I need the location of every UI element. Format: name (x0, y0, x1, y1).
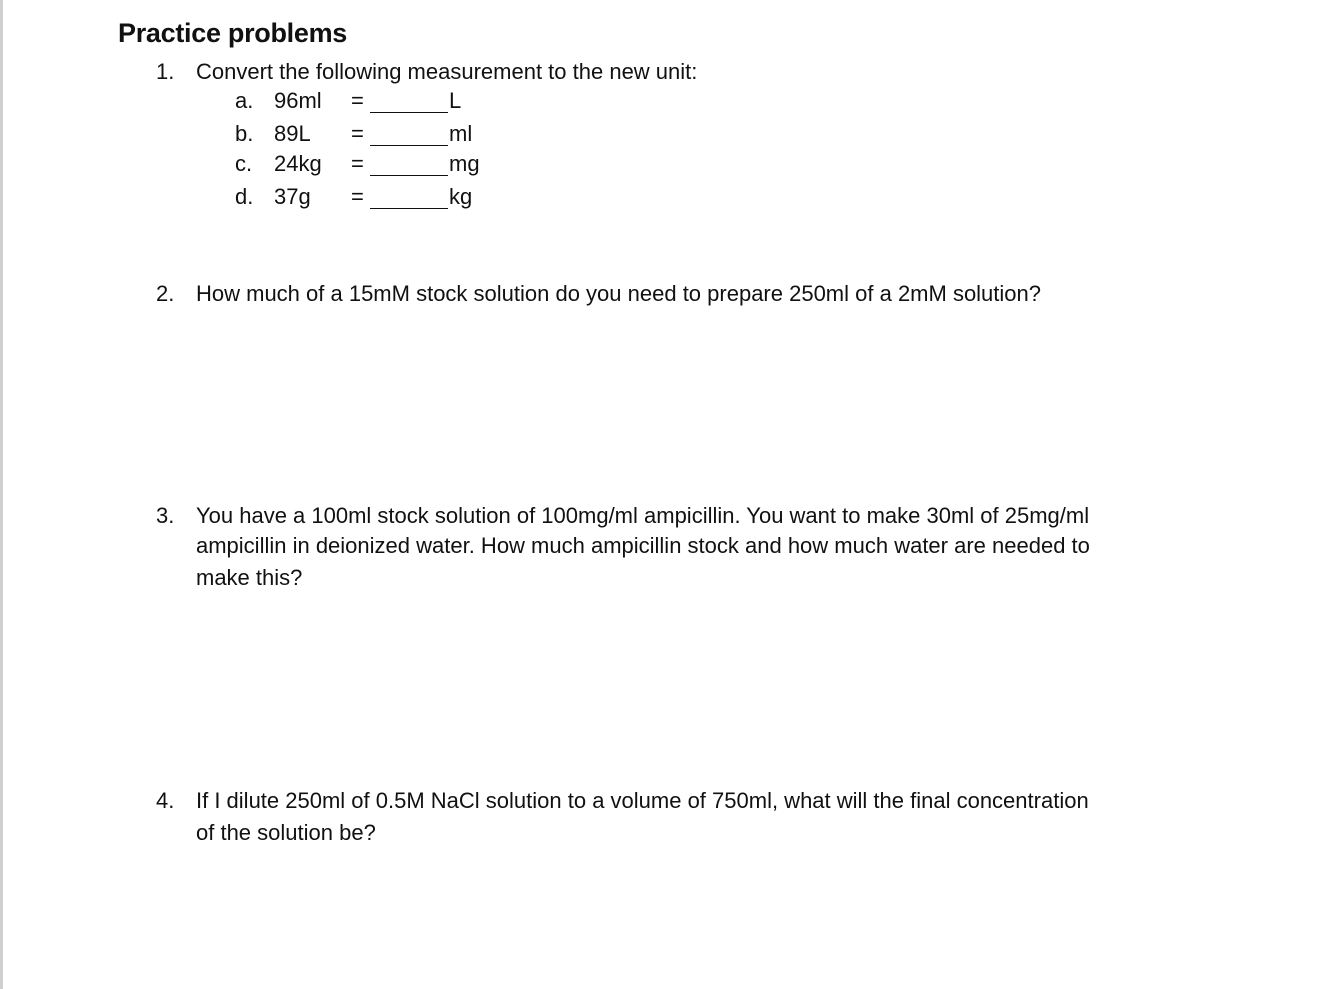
conversion-item-a (0, 88, 1320, 120)
question-4-number: 4. (156, 788, 175, 813)
equals-sign: = (351, 88, 364, 113)
item-letter: c. (235, 151, 253, 176)
question-1-text: Convert the following measurement to the new unit: (196, 59, 698, 84)
question-4-line-1: If I dilute 250ml of 0.5M NaCl solution to a volume of 750ml, what will the final concentration (196, 788, 1089, 813)
target-unit: kg (449, 184, 473, 209)
conversion-item-d (0, 184, 1320, 216)
item-value: 96ml (274, 88, 322, 113)
item-value: 37g (274, 184, 311, 209)
question-3-line-1: You have a 100ml stock solution of 100mg/ml ampicillin. You want to make 30ml of 25mg/ml (196, 503, 1090, 528)
target-unit: L (449, 88, 462, 113)
target-unit: mg (449, 151, 480, 176)
item-letter: b. (235, 121, 254, 146)
question-3-line-3: make this? (196, 565, 303, 590)
question-1-number: 1. (156, 59, 175, 84)
item-letter: a. (235, 88, 254, 113)
question-3-number: 3. (156, 503, 175, 528)
equals-sign: = (351, 121, 364, 146)
answer-blank (370, 175, 448, 176)
question-4-line-2: of the solution be? (196, 820, 376, 845)
equals-sign: = (351, 184, 364, 209)
equals-sign: = (351, 151, 364, 176)
page-title: Practice problems (118, 18, 348, 48)
answer-blank (370, 208, 448, 209)
question-2-number: 2. (156, 281, 175, 306)
conversion-item-b (0, 121, 1320, 153)
question-3-line-2: ampicillin in deionized water. How much ampicillin stock and how much water are needed to (196, 533, 1090, 558)
answer-blank (370, 145, 448, 146)
item-value: 89L (274, 121, 311, 146)
question-2-text: How much of a 15mM stock solution do you need to prepare 250ml of a 2mM solution? (196, 281, 1042, 306)
item-value: 24kg (274, 151, 322, 176)
answer-blank (370, 112, 448, 113)
target-unit: ml (449, 121, 473, 146)
conversion-item-c (0, 151, 1320, 183)
item-letter: d. (235, 184, 254, 209)
